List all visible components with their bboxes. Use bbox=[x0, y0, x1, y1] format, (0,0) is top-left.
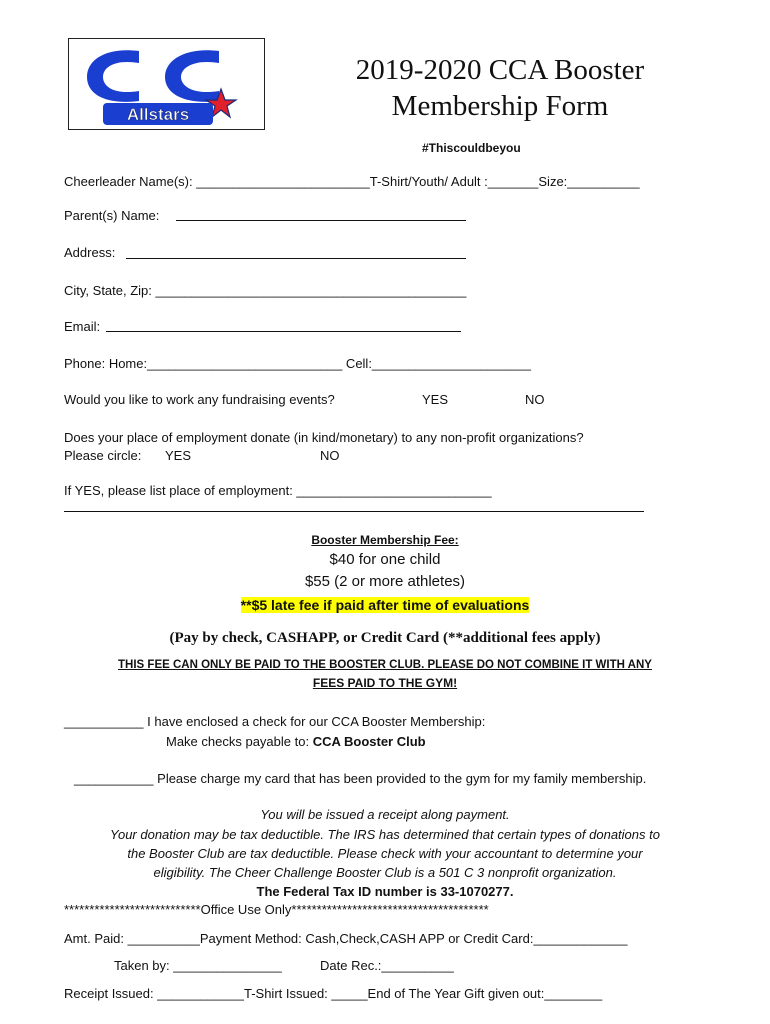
tax-deductible-line2: the Booster Club are tax deductible. Please check with your accountant to determine your bbox=[127, 846, 643, 861]
employment-question: Does your place of employment donate (in kind/monetary) to any non-profit organizations? bbox=[64, 430, 584, 445]
tax-deductible-line3: eligibility. The Cheer Challenge Booster Club is a 501 C 3 nonprofit organization. bbox=[153, 865, 617, 880]
fundraising-yes-option[interactable]: YES bbox=[422, 392, 449, 407]
federal-tax-id: The Federal Tax ID number is 33-1070277. bbox=[256, 884, 514, 899]
late-fee-notice: **$5 late fee if paid after time of evaluations bbox=[240, 597, 530, 613]
allstars-logo bbox=[68, 38, 265, 130]
office-use-banner: ***************************Office Use Only*************************************** bbox=[64, 902, 489, 917]
parents-name-line[interactable] bbox=[176, 220, 466, 221]
receipt-issued-field[interactable]: Receipt Issued: ____________T-Shirt Issued: _____End of The Year Gift given out:________ bbox=[64, 986, 603, 1001]
email-label: Email: bbox=[64, 319, 101, 334]
form-title-line1: 2019-2020 CCA Booster bbox=[355, 54, 645, 86]
form-title-line2: Membership Form bbox=[391, 90, 609, 122]
employment-no-option[interactable]: NO bbox=[320, 448, 340, 463]
payment-methods: (Pay by check, CASHAPP, or Credit Card (**additional fees apply) bbox=[169, 630, 601, 646]
employment-yes-option[interactable]: YES bbox=[165, 448, 192, 463]
logo-brand-text: Allstars bbox=[126, 105, 190, 124]
please-circle-label: Please circle: bbox=[64, 448, 142, 463]
fee-one-child: $40 for one child bbox=[329, 551, 441, 568]
check-option[interactable]: ___________ I have enclosed a check for our CCA Booster Membership: bbox=[64, 714, 486, 729]
receipt-note: You will be issued a receipt along payment. bbox=[260, 807, 510, 822]
employment-place-line[interactable] bbox=[64, 511, 644, 512]
parents-name-label: Parent(s) Name: bbox=[64, 208, 160, 223]
tax-deductible-line1: Your donation may be tax deductible. The IRS has determined that certain types of donations to bbox=[110, 827, 660, 842]
card-option[interactable]: ___________ Please charge my card that has been provided to the gym for my family membership. bbox=[74, 771, 647, 786]
city-state-zip-field[interactable]: City, State, Zip: ___________________________________________ bbox=[64, 283, 467, 298]
taken-by-field[interactable]: Taken by: _______________ bbox=[114, 958, 282, 973]
fundraising-question: Would you like to work any fundraising events? bbox=[64, 392, 335, 407]
phone-field[interactable]: Phone: Home:___________________________ Cell:______________________ bbox=[64, 356, 531, 371]
date-received-field[interactable]: Date Rec.:__________ bbox=[320, 958, 454, 973]
hashtag: #Thiscouldbeyou bbox=[422, 141, 521, 155]
email-line[interactable] bbox=[106, 331, 461, 332]
employment-place-field[interactable]: If YES, please list place of employment: ___________________________ bbox=[64, 483, 492, 498]
fundraising-no-option[interactable]: NO bbox=[525, 392, 545, 407]
fee-two-or-more: $55 (2 or more athletes) bbox=[304, 573, 466, 590]
cheerleader-name-field[interactable]: Cheerleader Name(s): ________________________T-Shirt/Youth/ Adult :_______Size:__________ bbox=[64, 174, 640, 189]
amount-paid-field[interactable]: Amt. Paid: __________Payment Method: Cash,Check,CASH APP or Credit Card:_____________ bbox=[64, 931, 628, 946]
cc-logo-icon bbox=[69, 39, 264, 129]
address-label: Address: bbox=[64, 245, 116, 260]
fee-heading: Booster Membership Fee: bbox=[311, 533, 459, 547]
booster-only-notice-line1: THIS FEE CAN ONLY BE PAID TO THE BOOSTER CLUB. PLEASE DO NOT COMBINE IT WITH ANY bbox=[118, 659, 652, 671]
address-line[interactable] bbox=[126, 258, 466, 259]
checks-payable: Make checks payable to: CCA Booster Club bbox=[166, 734, 426, 749]
booster-only-notice-line2: FEES PAID TO THE GYM! bbox=[312, 676, 458, 690]
